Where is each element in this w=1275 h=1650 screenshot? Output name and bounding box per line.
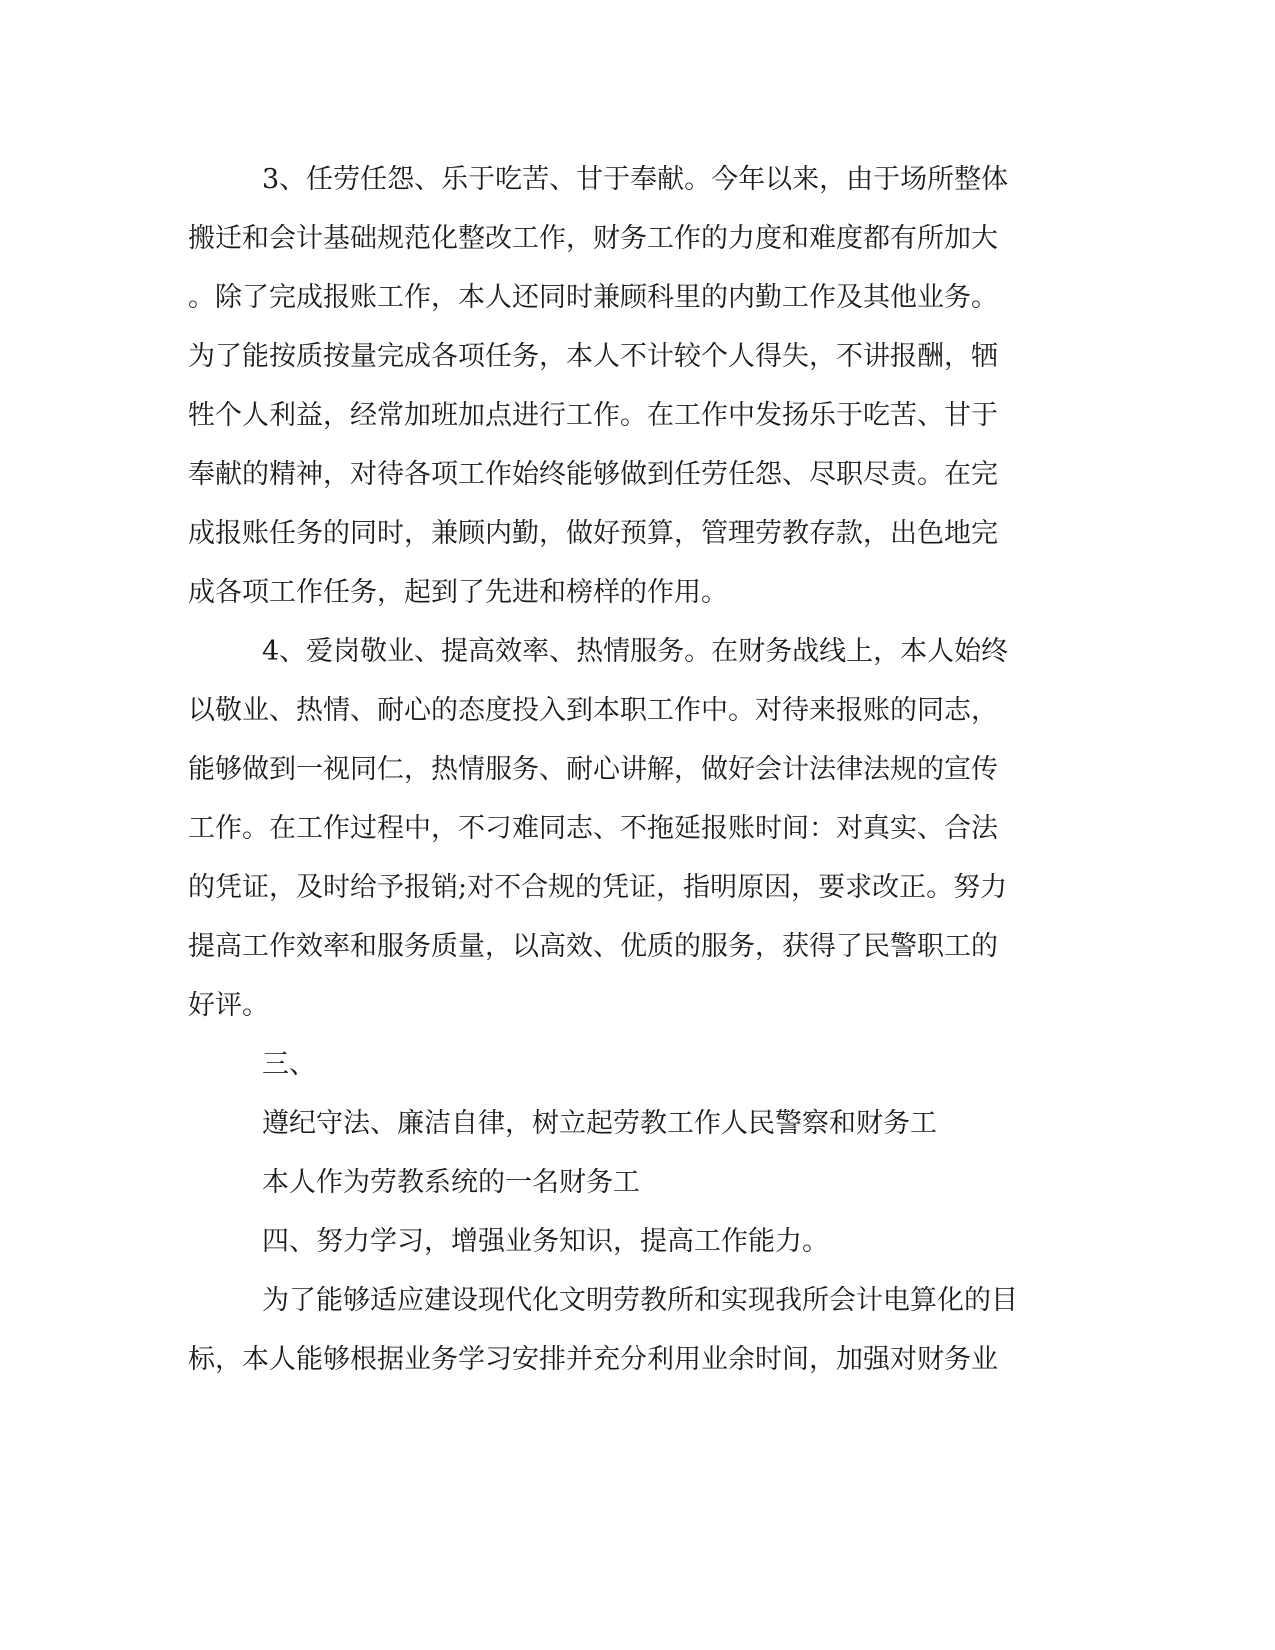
text-line: 3、任劳任怨、乐于吃苦、甘于奉献。今年以来，由于场所整体 [262,164,1009,195]
text-line: 。除了完成报账工作，本人还同时兼顾科里的内勤工作及其他业务。 [188,282,998,313]
text-line: 搬迁和会计基础规范化整改工作，财务工作的力度和难度都有所加大 [188,223,998,254]
text-line: 的凭证，及时给予报销;对不合规的凭证，指明原因，要求改正。努力 [188,872,1008,903]
text-line: 提高工作效率和服务质量，以高效、优质的服务，获得了民警职工的 [188,931,998,962]
text-line: 成各项工作任务，起到了先进和榜样的作用。 [188,577,728,608]
text-line: 为了能按质按量完成各项任务，本人不计较个人得失，不讲报酬，牺 [188,341,998,372]
text-line: 遵纪守法、廉洁自律，树立起劳教工作人民警察和财务工 [262,1108,937,1139]
text-line: 奉献的精神，对待各项工作始终能够做到任劳任怨、尽职尽责。在完 [188,459,998,490]
text-line: 4、爱岗敬业、提高效率、热情服务。在财务战线上，本人始终 [262,636,1009,667]
text-line: 能够做到一视同仁，热情服务、耐心讲解，做好会计法律法规的宣传 [188,754,998,785]
text-line: 工作。在工作过程中，不刁难同志、不拖延报账时间：对真实、合法 [188,813,998,844]
text-line: 三、 [262,1049,316,1080]
text-line: 四、努力学习，增强业务知识，提高工作能力。 [262,1226,829,1257]
text-line: 好评。 [188,990,269,1021]
text-line: 成报账任务的同时，兼顾内勤，做好预算，管理劳教存款，出色地完 [188,518,998,549]
text-line: 标，本人能够根据业务学习安排并充分利用业余时间，加强对财务业 [188,1344,998,1375]
text-line: 牲个人利益，经常加班加点进行工作。在工作中发扬乐于吃苦、甘于 [188,400,998,431]
text-line: 为了能够适应建设现代化文明劳教所和实现我所会计电算化的目 [262,1285,1018,1316]
text-line: 以敬业、热情、耐心的态度投入到本职工作中。对待来报账的同志， [188,695,998,726]
text-line: 本人作为劳教系统的一名财务工 [262,1167,640,1198]
